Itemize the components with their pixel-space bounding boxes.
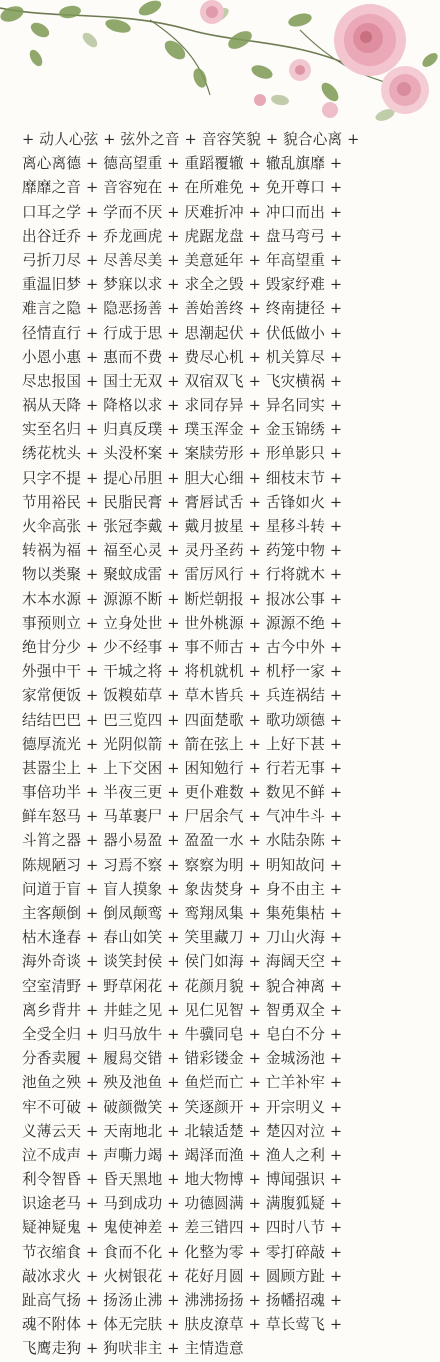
floral-header (0, 0, 440, 130)
chain-line: 泣不成声 + 声嘶力竭 + 竭泽而渔 + 渔人之利 + (22, 1146, 343, 1164)
chain-line: 德厚流光 + 光阴似箭 + 箭在弦上 + 上好下甚 + (22, 735, 343, 753)
chain-line: 疑神疑鬼 + 鬼使神差 + 差三错四 + 四时八节 + (22, 1219, 343, 1237)
chain-line: 问道于盲 + 盲人摸象 + 象齿焚身 + 身不由主 + (22, 880, 343, 898)
chain-line: 牢不可破 + 破颜微笑 + 笑逐颜开 + 开宗明义 + (22, 1098, 343, 1116)
chain-line: 鲜车怒马 + 马革裹尸 + 尸居余气 + 气冲牛斗 + (22, 808, 343, 826)
chain-line: 节用裕民 + 民脂民膏 + 膏唇试舌 + 舌锋如火 + (22, 493, 343, 511)
chain-line: 义薄云天 + 天南地北 + 北辕适楚 + 楚囚对泣 + (22, 1122, 343, 1140)
chain-line: 主客颠倒 + 倒凤颠鸾 + 鸾翔凤集 + 集苑集枯 + (22, 905, 343, 922)
chain-line: 木本水源 + 源源不断 + 断烂朝报 + 报冰公事 + (22, 590, 343, 608)
chain-line: 枯木逢春 + 春山如笑 + 笑里藏刀 + 刀山火海 + (22, 929, 343, 947)
chain-line: 利令智昏 + 昏天黑地 + 地大物博 + 博闻强识 + (22, 1171, 343, 1189)
chain-line: 分香卖履 + 履舄交错 + 错彩镂金 + 金城汤池 + (22, 1050, 343, 1068)
rose-flower-medium (381, 66, 429, 114)
chain-line: 陈规陋习 + 习焉不察 + 察察为明 + 明知故问 + (22, 856, 343, 874)
chain-line: 小恩小惠 + 惠而不费 + 费尽心机 + 机关算尽 + (22, 348, 343, 366)
chain-line: 结结巴巴 + 巴三览四 + 四面楚歌 + 歌功颂德 + (22, 711, 343, 729)
chain-line: 空室清野 + 野草闲花 + 花颜月貌 + 貌合神离 + (22, 977, 343, 995)
chain-line: 池鱼之殃 + 殃及池鱼 + 鱼烂而亡 + 亡羊补牢 + (22, 1074, 343, 1092)
chain-line: 识途老马 + 马到成功 + 功德圆满 + 满腹狐疑 + (22, 1195, 343, 1213)
chain-line: 全受全归 + 归马放牛 + 牛骥同皂 + 皂白不分 + (22, 1025, 343, 1043)
chain-line: 祸从天降 + 降格以求 + 求同存异 + 异名同实 + (22, 397, 343, 415)
rose-flower-small (200, 0, 338, 118)
chain-line: 事倍功半 + 半夜三更 + 更仆难数 + 数见不鲜 + (22, 784, 343, 802)
chain-line: 斗筲之器 + 器小易盈 + 盈盈一水 + 水陆杂陈 + (22, 832, 343, 850)
chain-line: 口耳之学 + 学而不厌 + 厌难折冲 + 冲口而出 + (22, 203, 343, 221)
chain-line: 物以类聚 + 聚蚊成雷 + 雷厉风行 + 行将就木 + (22, 566, 343, 584)
chain-line: 海外奇谈 + 谈笑封侯 + 侯门如海 + 海阔天空 + (22, 953, 343, 971)
chain-line: 趾高气扬 + 扬汤止沸 + 沸沸扬扬 + 扬幡招魂 + (22, 1292, 343, 1309)
rose-flower-large (334, 4, 406, 76)
chain-line: 靡靡之音 + 音容宛在 + 在所难免 + 免开尊口 + (22, 179, 343, 197)
chain-line: 甚嚣尘上 + 上下交困 + 困知勉行 + 行若无事 + (22, 759, 343, 777)
chain-line: 敲冰求火 + 火树银花 + 花好月圆 + 圆顾方趾 + (22, 1267, 343, 1285)
chengyu-chain (22, 128, 432, 1362)
chain-line: 尽忠报国 + 国士无双 + 双宿双飞 + 飞灾横祸 + (22, 372, 343, 390)
chain-line: 只字不提 + 提心吊胆 + 胆大心细 + 细枝末节 + (22, 469, 343, 487)
chain-line: 实至名归 + 归真反璞 + 璞玉浑金 + 金玉锦绣 + (22, 421, 343, 439)
chain-line: 离乡背井 + 井蛙之见 + 见仁见智 + 智勇双全 + (22, 1001, 343, 1019)
chain-line: 重温旧梦 + 梦寐以求 + 求全之毁 + 毁家纾难 + (22, 276, 343, 294)
chain-line: 径情直行 + 行成于思 + 思潮起伏 + 伏低做小 + (22, 324, 343, 342)
chain-line: 离心离德 + 德高望重 + 重蹈覆辙 + 辙乱旗靡 + (22, 155, 343, 173)
chain-line: + 动人心弦 + 弦外之音 + 音容笑貌 + 貌合心离 + (22, 131, 360, 148)
chain-line: 家常便饭 + 饭糗茹草 + 草木皆兵 + 兵连祸结 + (22, 687, 343, 705)
chain-line: 火伞高张 + 张冠李戴 + 戴月披星 + 星移斗转 + (22, 518, 343, 535)
chain-line: 出谷迁乔 + 乔龙画虎 + 虎踞龙盘 + 盘马弯弓 + (22, 227, 343, 245)
chain-line: 事预则立 + 立身处世 + 世外桃源 + 源源不绝 + (22, 614, 343, 632)
chain-line: 难言之隐 + 隐恶扬善 + 善始善终 + 终南捷径 + (22, 300, 343, 318)
chain-line: 节衣缩食 + 食而不化 + 化整为零 + 零打碎敲 + (22, 1243, 343, 1261)
chain-line: 转祸为福 + 福至心灵 + 灵丹圣药 + 药笼中物 + (22, 542, 343, 560)
chain-line: 飞鹰走狗 + 狗吠非主 + 主情造意 (22, 1340, 244, 1358)
chain-line: 绝甘分少 + 少不经事 + 事不师古 + 古今中外 + (22, 638, 343, 656)
floral-watercolor-illustration (0, 0, 440, 130)
chain-line: 外强中干 + 干城之将 + 将机就机 + 机杼一家 + (22, 663, 343, 681)
chain-line: 绣花枕头 + 头没杯案 + 案牍劳形 + 形单影只 + (22, 445, 343, 463)
chain-line: 魂不附体 + 体无完肤 + 肤皮潦草 + 草长莺飞 + (22, 1316, 343, 1334)
chain-line: 弓折刀尽 + 尽善尽美 + 美意延年 + 年高望重 + (22, 251, 343, 269)
